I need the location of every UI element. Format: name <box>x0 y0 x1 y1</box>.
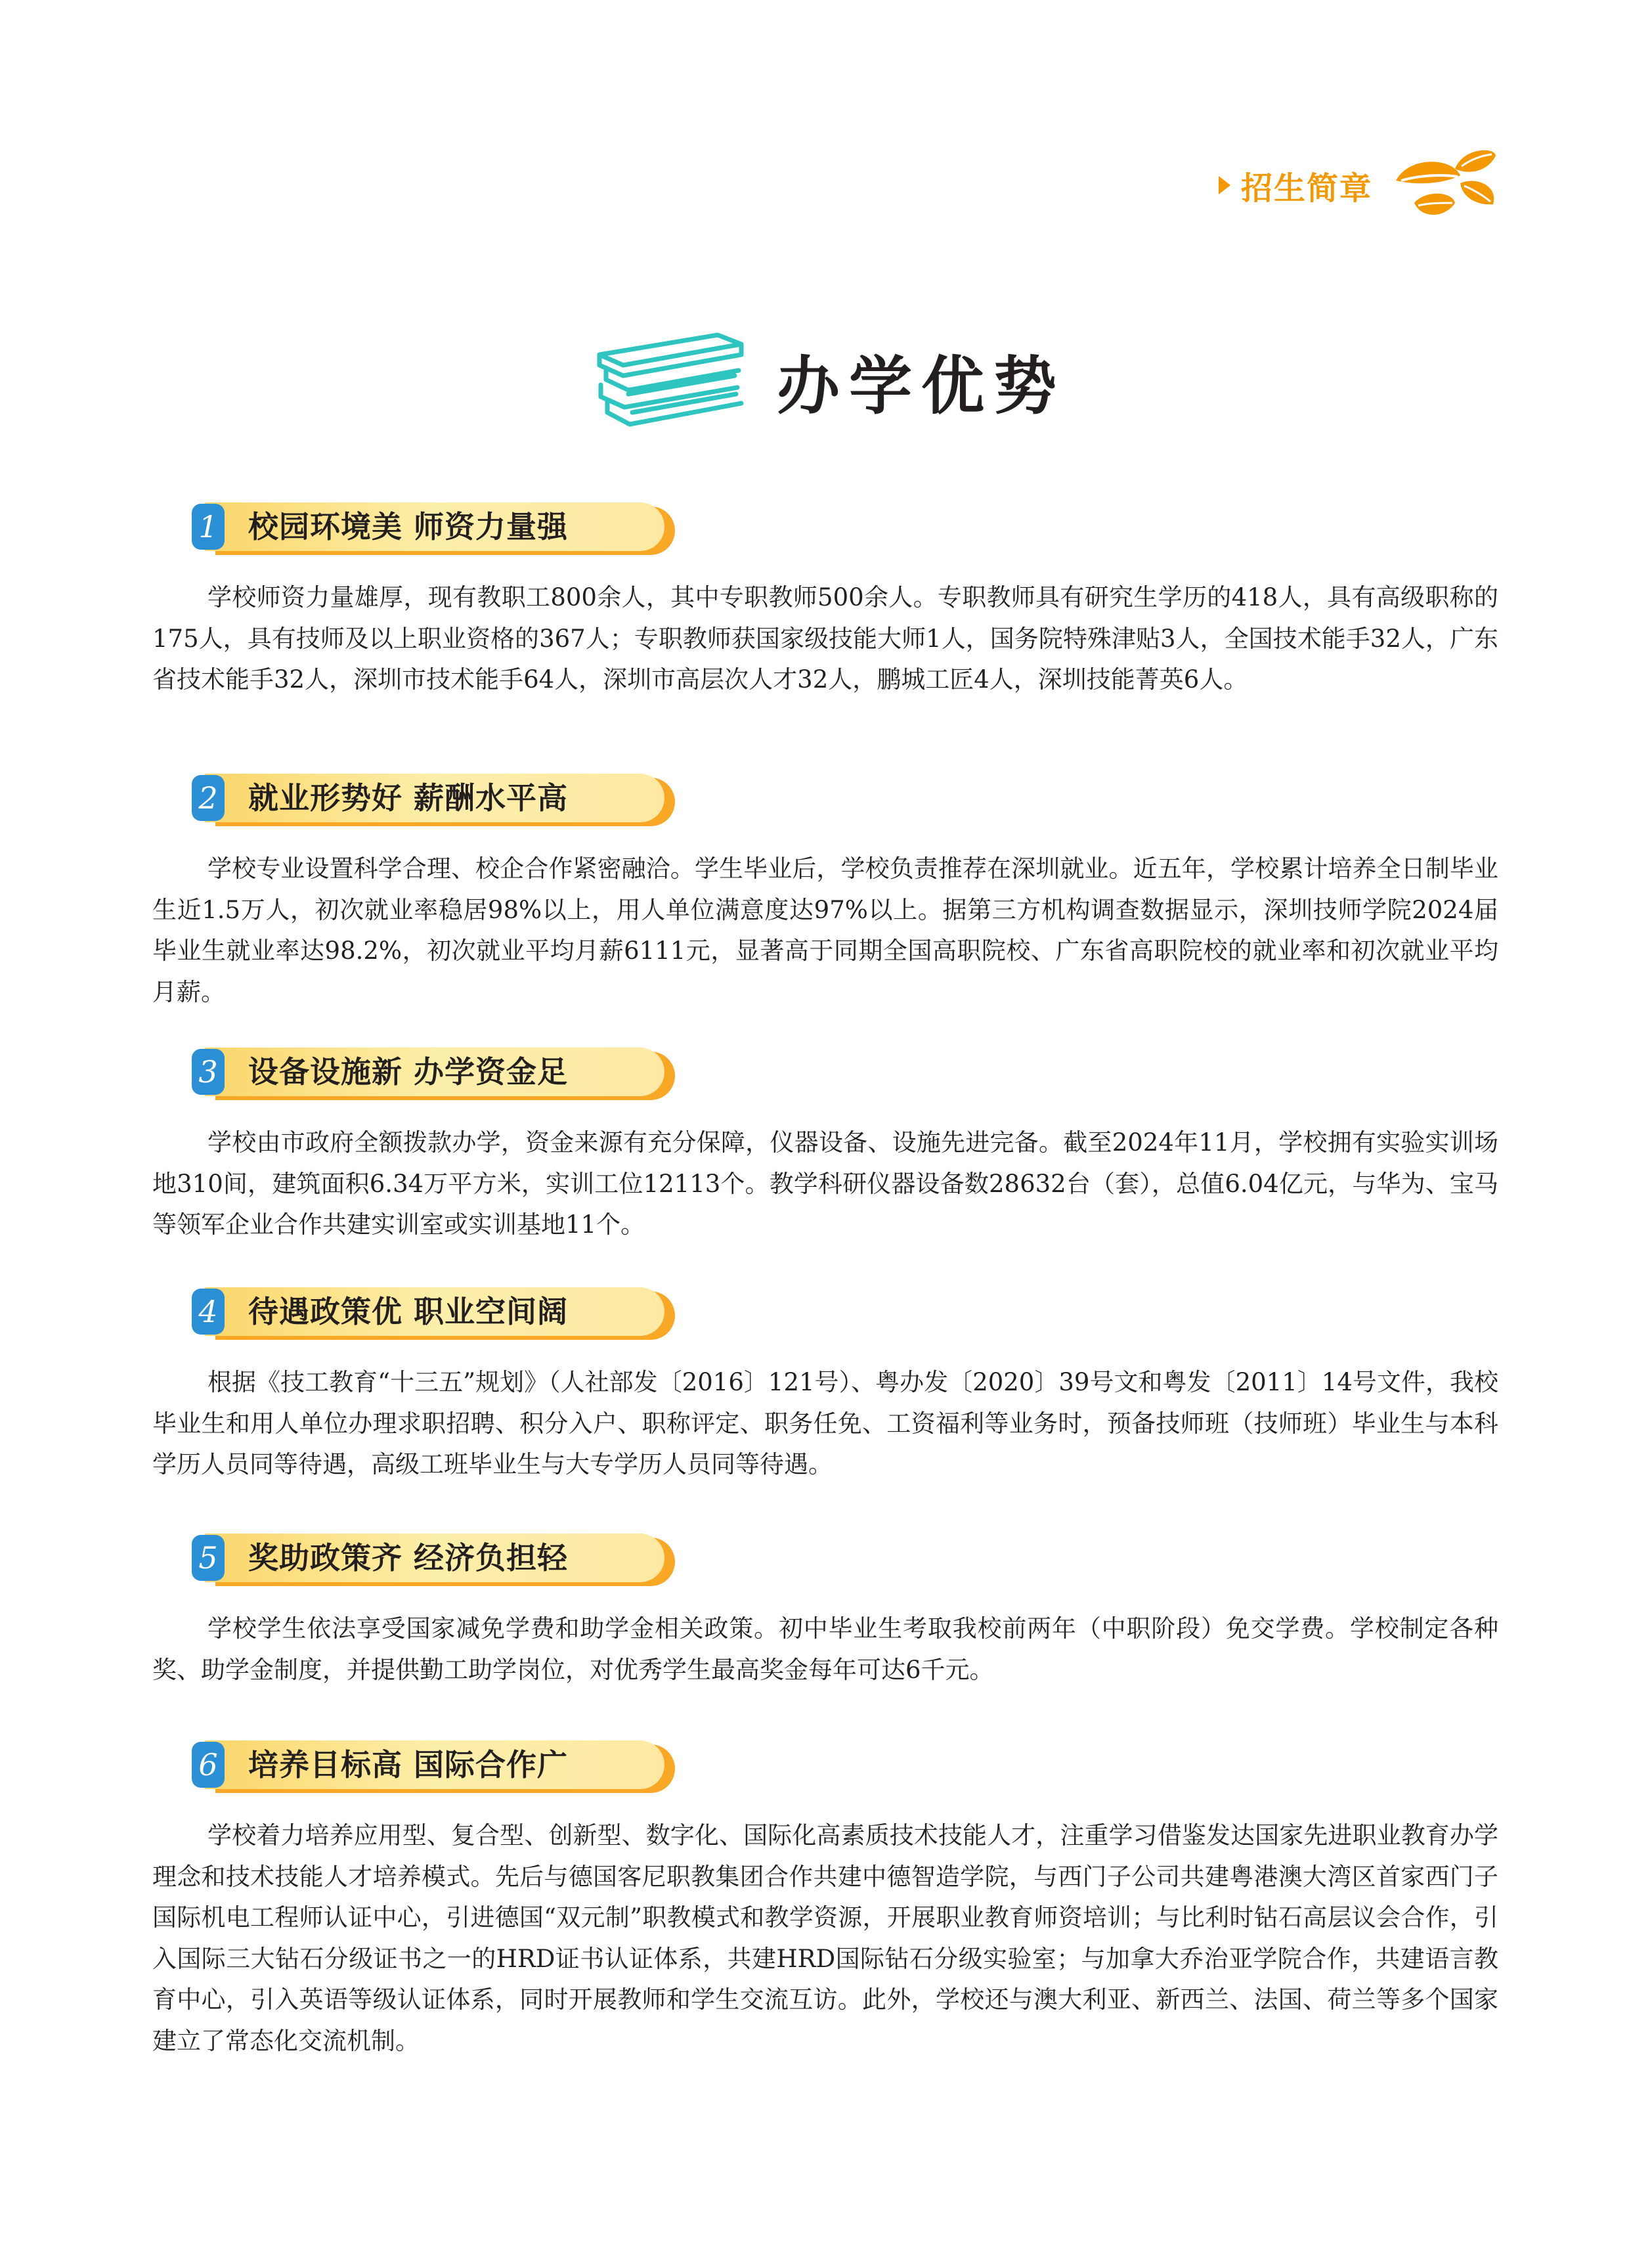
section-heading <box>192 774 691 829</box>
section-number-badge: 6 <box>192 1742 225 1788</box>
section-heading <box>192 1287 691 1342</box>
section-title: 待遇政策优 职业空间阔 <box>248 1294 569 1329</box>
header-tag-text: 招生简章 <box>1240 169 1372 207</box>
section-5 <box>152 1534 1498 1715</box>
section-body: 学校学生依法享受国家减免学费和助学金相关政策。初中毕业生考取我校前两年（中职阶段）免交学费。学校制定各种奖、助学金制度，并提供勤工助学岗位，对优秀学生最高奖金每年可达6千元。 <box>152 1614 1498 1684</box>
section-1 <box>152 502 1498 701</box>
section-heading <box>192 502 691 558</box>
books-stack-icon <box>586 328 750 433</box>
section-3 <box>152 1048 1498 1270</box>
section-body: 学校师资力量雄厚，现有教职工800余人，其中专职教师500余人。专职教师具有研究生学历的418人，具有高级职称的175人，具有技师及以上职业资格的367人；专职教师获国家级技能大师1人，国务院特殊津贴3人，全国技术能手32人，广东省技术能手32人，深圳市技术能手64人，深圳市高层次人才32人，鹏城工匠4人，深圳技能菁英6人。 <box>152 583 1498 694</box>
section-title: 奖助政策齐 经济负担轻 <box>248 1540 569 1576</box>
section-number-badge: 2 <box>192 775 225 821</box>
section-heading <box>192 1048 691 1103</box>
section-4 <box>152 1287 1498 1510</box>
section-title: 就业形势好 薪酬水平高 <box>248 780 569 816</box>
section-number-badge: 1 <box>192 504 225 550</box>
section-number-badge: 4 <box>192 1289 225 1335</box>
section-title: 校园环境美 师资力量强 <box>248 509 569 544</box>
section-body: 根据《技工教育“十三五”规划》（人社部发〔2016〕121号）、粤办发〔2020〕39号文和粤发〔2011〕14号文件，我校毕业生和用人单位办理求职招聘、积分入户、职称评定、职务任免、工资福利等业务时，预备技师班（技师班）毕业生与本科学历人员同等待遇，高级工班毕业生与大专学历人员同等待遇。 <box>152 1368 1498 1478</box>
leaf-logo-icon <box>1389 143 1501 228</box>
page-title: 办学优势 <box>777 348 1066 423</box>
section-number-badge: 3 <box>192 1049 225 1095</box>
triangle-marker-icon <box>1219 176 1230 194</box>
section-2 <box>152 774 1498 1037</box>
section-heading <box>192 1534 691 1589</box>
section-body: 学校由市政府全额拨款办学，资金来源有充分保障，仪器设备、设施先进完备。截至2024年11月，学校拥有实验实训场地310间，建筑面积6.34万平方米，实训工位12113个。教学科研仪器设备数28632台（套），总值6.04亿元，与华为、宝马等领军企业合作共建实训室或实训基地11个。 <box>152 1128 1498 1239</box>
section-6 <box>152 1740 1498 2086</box>
section-body: 学校着力培养应用型、复合型、创新型、数字化、国际化高素质技术技能人才，注重学习借鉴发达国家先进职业教育办学理念和技术技能人才培养模式。先后与德国客尼职教集团合作共建中德智造学院，与西门子公司共建粤港澳大湾区首家西门子国际机电工程师认证中心，引进德国“双元制”职教模式和教学资源，开展职业教育师资培训；与比利时钻石高层议会合作，引入国际三大钻石分级证书之一的HRD证书认证体系，共建HRD国际钻石分级实验室；与加拿大乔治亚学院合作，共建语言教育中心，引入英语等级认证体系，同时开展教师和学生交流互访。此外，学校还与澳大利亚、新西兰、法国、荷兰等多个国家建立了常态化交流机制。 <box>152 1821 1498 2055</box>
section-number-badge: 5 <box>192 1535 225 1581</box>
section-heading <box>192 1740 691 1796</box>
section-body: 学校专业设置科学合理、校企合作紧密融洽。学生毕业后，学校负责推荐在深圳就业。近五年，学校累计培养全日制毕业生近1.5万人，初次就业率稳居98%以上，用人单位满意度达97%以上。据第三方机构调查数据显示，深圳技师学院2024届毕业生就业率达98.2%，初次就业平均月薪6111元，显著高于同期全国高职院校、广东省高职院校的就业率和初次就业平均月薪。 <box>152 854 1498 1006</box>
section-title: 设备设施新 办学资金足 <box>248 1054 569 1090</box>
section-title: 培养目标高 国际合作广 <box>248 1747 569 1782</box>
page-title-block <box>0 328 1652 433</box>
brochure-header-tag <box>1219 152 1501 218</box>
